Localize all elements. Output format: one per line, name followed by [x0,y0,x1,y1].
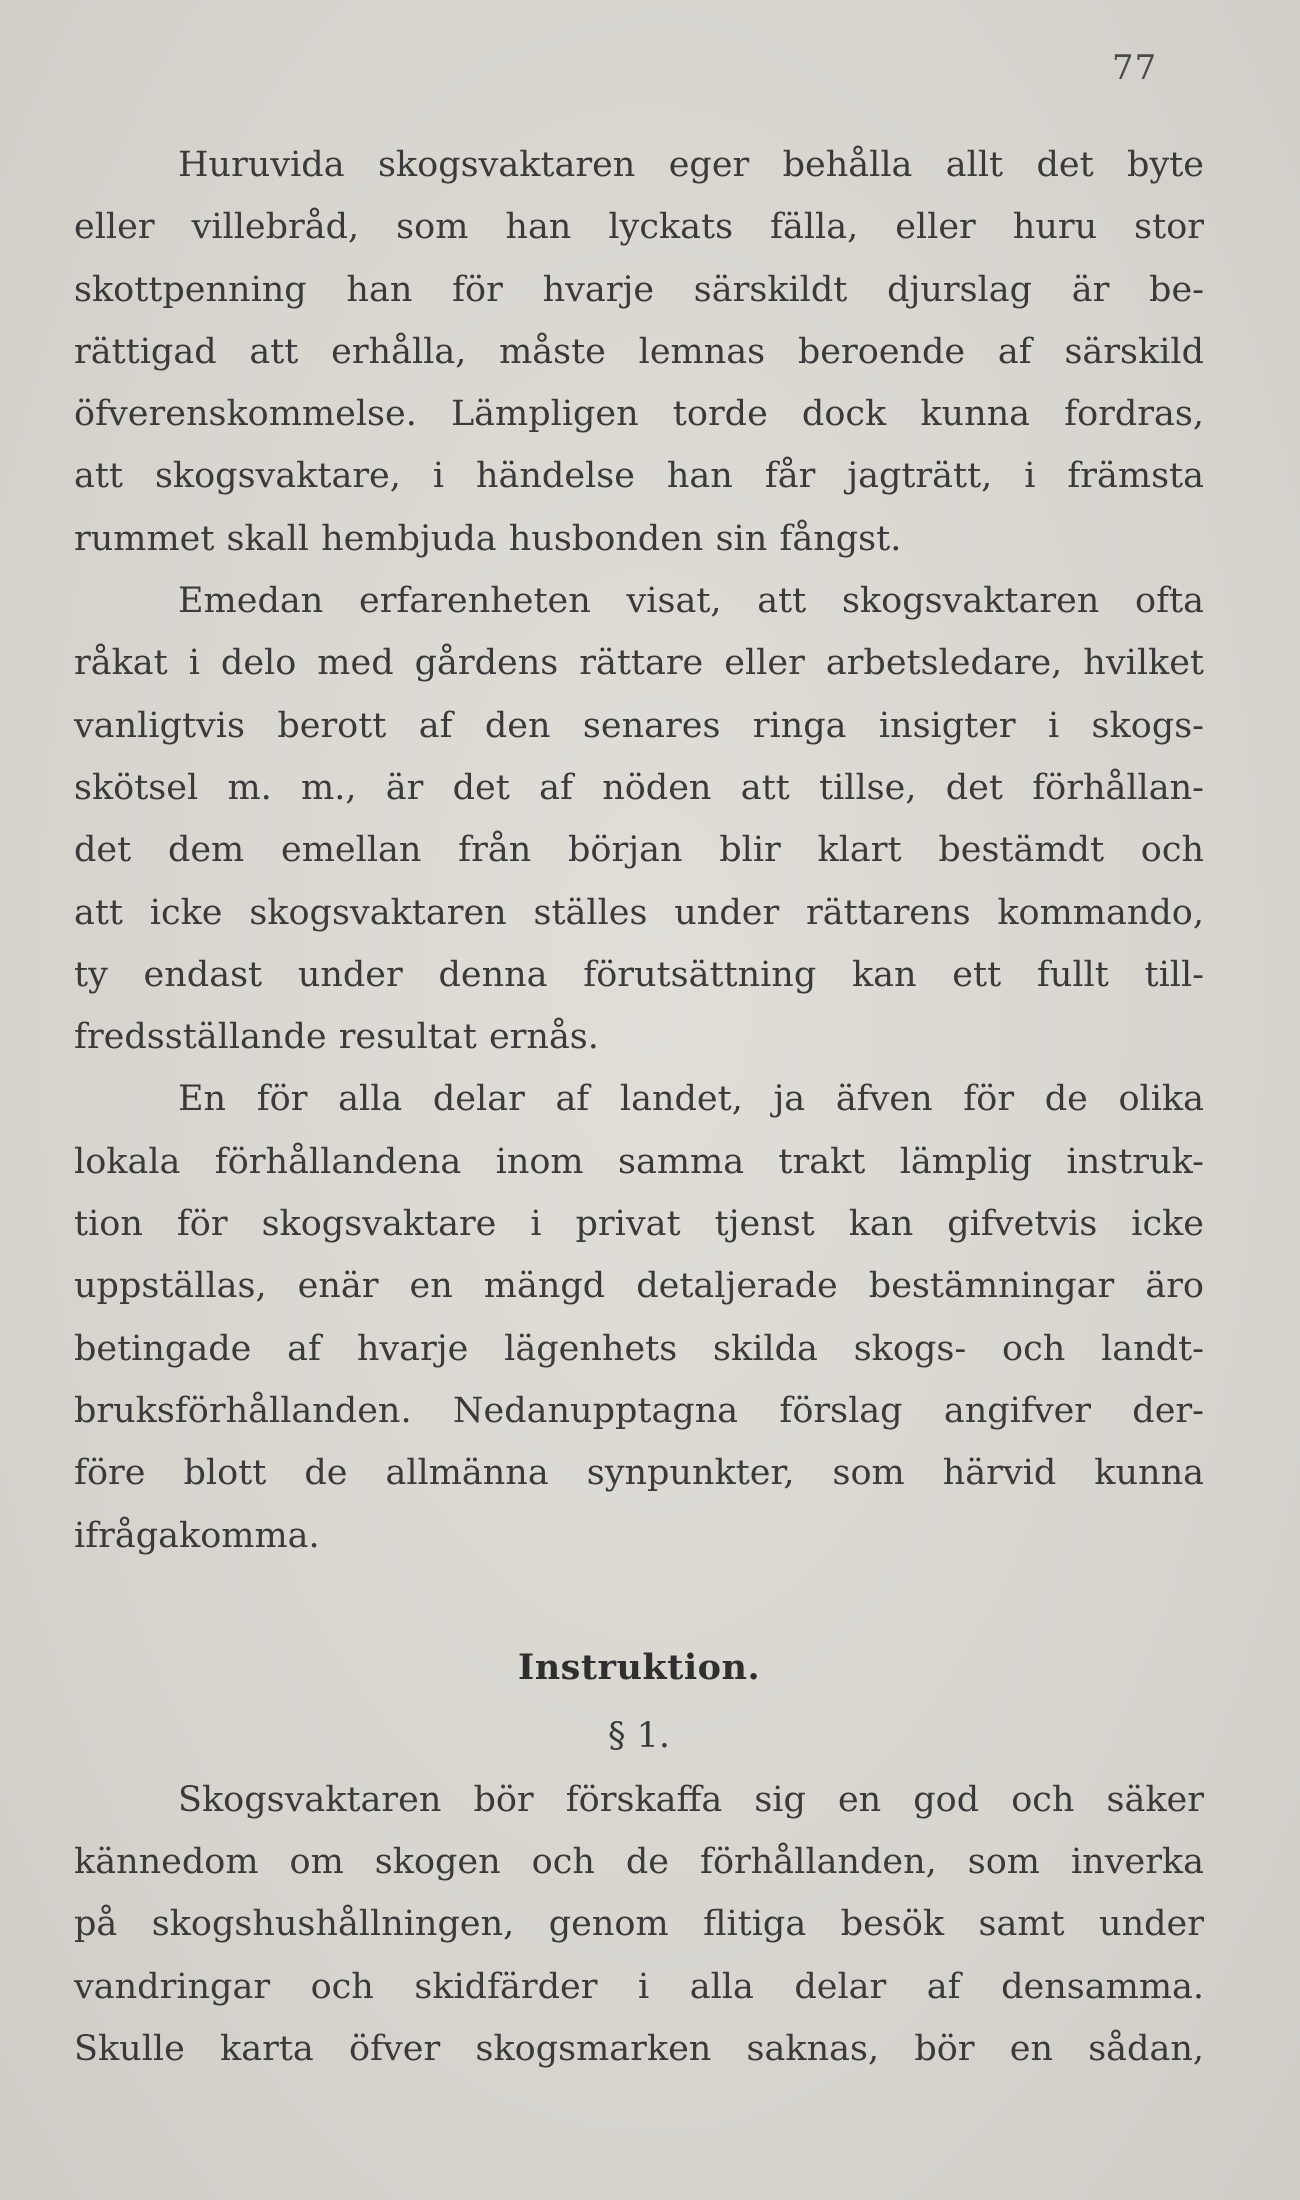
text-line: betingade af hvarje lägenhets skilda skogs- och landt- [74,1328,1204,1369]
text-line: En för alla delar af landet, ja äfven för de olika [178,1079,1204,1120]
text-line: före blott de allmänna synpunkter, som härvid kunna [74,1453,1204,1494]
section-heading: Instruktion. [517,1646,761,1688]
text-line: det dem emellan från början blir klart bestämdt och [74,830,1204,871]
text-line: råkat i delo med gårdens rättare eller arbetsledare, hvilket [74,643,1204,684]
text-line: kännedom om skogen och de förhållanden, som inverka [74,1842,1204,1883]
text-line: att icke skogsvaktaren ställes under rättarens kommando, [74,892,1204,933]
text-line: Skogsvaktaren bör förskaffa sig en god och säker [178,1779,1204,1820]
text-line: skötsel m. m., är det af nöden att tillse, det förhållan- [74,767,1204,808]
text-line: lokala förhållandena inom samma trakt lämplig instruk- [74,1141,1204,1182]
paragraph-4 [74,1769,1204,2080]
text-line: tion för skogsvaktare i privat tjenst kan gifvetvis icke [74,1204,1204,1245]
text-line: öfverenskommelse. Lämpligen torde dock kunna fordras, [74,394,1204,435]
text-line: ty endast under denna förutsättning kan ett fullt till- [74,954,1204,995]
text-line: ifrågakomma. [74,1515,320,1556]
text-line: rättigad att erhålla, måste lemnas beroende af särskild [74,331,1204,372]
section-number: § 1. [607,1715,671,1756]
text-line: fredsställande resultat ernås. [74,1017,599,1058]
paragraph-3 [74,1068,1204,1566]
paragraph-1 [74,134,1204,570]
text-line: att skogsvaktare, i händelse han får jagträtt, i främsta [74,456,1204,497]
text-line: rummet skall hembjuda husbonden sin fångst. [74,518,902,559]
text-column [74,134,1204,2080]
text-line: vanligtvis berott af den senares ringa insigter i skogs- [74,705,1204,746]
text-line: uppställas, enär en mängd detaljerade bestämningar äro [74,1266,1204,1307]
text-line: vandringar och skidfärder i alla delar af densamma. [74,1966,1204,2007]
page-number: 77 [1112,48,1158,88]
text-line: på skogshushållningen, genom flitiga besök samt under [74,1904,1204,1945]
text-line: skottpenning han för hvarje särskildt djurslag är be- [74,269,1204,310]
paragraph-2 [74,570,1204,1068]
text-line: Skulle karta öfver skogsmarken saknas, bör en sådan, [74,2029,1204,2070]
text-line: bruksförhållanden. Nedanupptagna förslag angifver der- [74,1390,1204,1431]
text-line: Huruvida skogsvaktaren eger behålla allt det byte [178,145,1204,185]
text-line: eller villebråd, som han lyckats fälla, eller huru stor [74,207,1204,248]
text-line: Emedan erfarenheten visat, att skogsvaktaren ofta [178,581,1204,622]
